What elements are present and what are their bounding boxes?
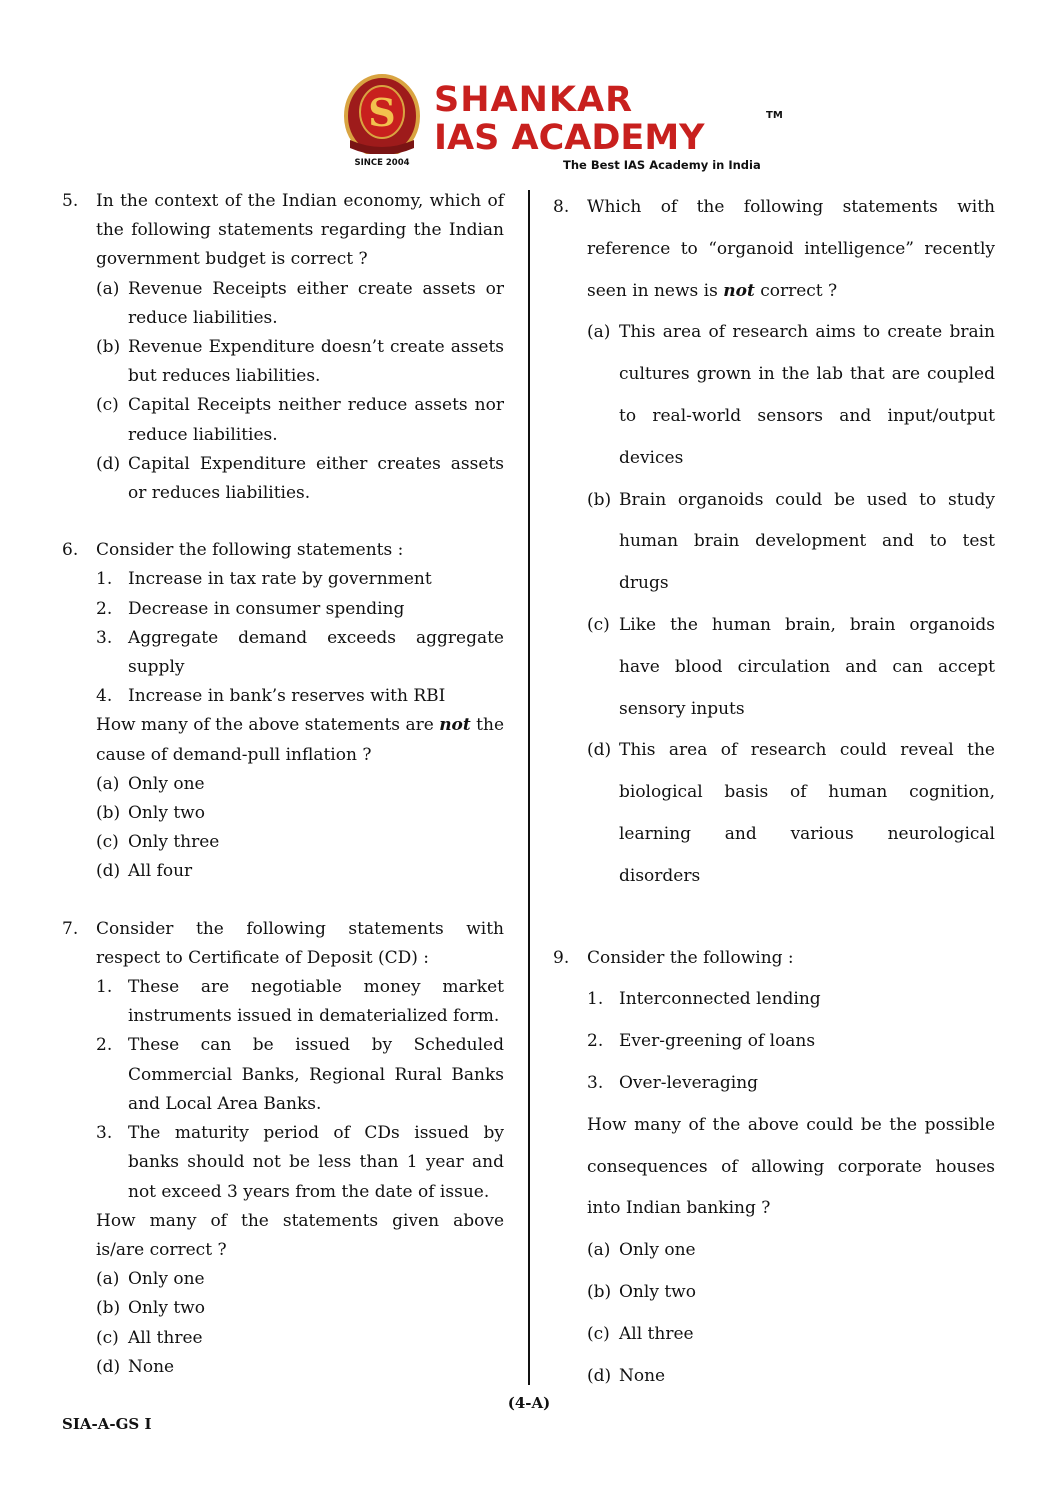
tagline: The Best IAS Academy in India [563,158,761,172]
statement: 1. These are negotiable money market instruments issued in dematerialized form. [96,977,504,1027]
question-number: 5. [62,191,79,211]
academy-emblem-icon [340,74,424,170]
option: (b) Brain organoids could be used to study human brain development and to test drugs [587,489,995,594]
brand-name-line2: IAS ACADEMY [434,118,705,158]
statement: 3. Over-leveraging [587,1072,759,1093]
option: (d) All four [96,861,193,882]
option: (d) This area of research could reveal the biological basis of human cognition, learning and various neurological disorders [587,740,995,886]
question-number: 7. [62,918,79,939]
question-7 [62,915,504,1382]
statement: 2. These can be issued by Scheduled Commercial Banks, Regional Rural Banks and Local Area Banks. [96,1035,504,1114]
option: (b) Only two [96,803,205,824]
page-number: (4-A) [507,1394,551,1412]
option: (a) Only one [96,773,205,794]
question-stem: Which of the following statements with reference to “organoid intelligence” recently seen in news is not correct ? [587,197,995,301]
option: (a) Only one [96,1269,205,1290]
statement: 1. Interconnected lending [587,989,821,1010]
option: (a) Only one [587,1240,696,1261]
option: (c) Only three [96,832,220,853]
header [0,70,1058,175]
statement: 4. Increase in bank’s reserves with RBI [96,686,446,707]
question-stem: In the context of the Indian economy, which of the following statements regarding the Indian government budget is correct ? [96,191,504,270]
right-column [553,187,995,1397]
trademark-symbol: TM [766,110,783,121]
option: (c) Like the human brain, brain organoids have blood circulation and can accept sensory inputs [587,614,995,719]
option: (c) Capital Receipts neither reduce assets nor reduce liabilities. [96,395,504,445]
option: (a) This area of research aims to create brain cultures grown in the lab that are coupled to real-world sensors and input/output devices [587,322,995,468]
statement: 1. Increase in tax rate by government [96,569,432,590]
brand-name-line1: SHANKAR [434,80,634,120]
question-8 [553,187,995,898]
option: (b) Only two [96,1298,205,1319]
question-stem: Consider the following statements with respect to Certificate of Deposit (CD) : [96,918,504,968]
statement: 3. Aggregate demand exceeds aggregate supply [96,627,504,678]
svg-text:SINCE 2004: SINCE 2004 [354,158,410,168]
question-ask: How many of the above could be the possible consequences of allowing corporate houses into Indian banking ? [587,1114,995,1219]
question-9 [553,938,995,1398]
option: (c) All three [587,1323,694,1344]
question-stem: Consider the following : [587,947,794,968]
option: (b) Only two [587,1281,696,1302]
left-column [62,187,504,1382]
option: (a) Revenue Receipts either create assets or reduce liabilities. [96,278,504,328]
option: (d) None [96,1356,175,1377]
question-ask: How many of the statements given above is/are correct ? [96,1210,504,1260]
question-number: 6. [62,540,79,561]
question-ask: How many of the above statements are not the cause of demand-pull inflation ? [96,715,505,765]
option: (d) Capital Expenditure either creates assets or reduces liabilities. [96,453,504,504]
question-6 [62,536,504,886]
option: (d) None [587,1365,666,1386]
statement: 3. The maturity period of CDs issued by banks should not be less than 1 year and not exceed 3 years from the date of issue. [96,1123,504,1202]
question-5 [62,187,504,508]
question-number: 9. [553,947,570,968]
question-number: 8. [553,197,570,217]
statement: 2. Ever-greening of loans [587,1031,816,1052]
option: (c) All three [96,1327,203,1348]
svg-text:S: S [368,90,396,135]
paper-code: SIA-A-GS I [62,1415,152,1433]
column-divider [528,190,530,1385]
question-stem: Consider the following statements : [96,540,404,561]
option: (b) Revenue Expenditure doesn’t create assets but reduces liabilities. [96,337,504,387]
statement: 2. Decrease in consumer spending [96,598,405,619]
